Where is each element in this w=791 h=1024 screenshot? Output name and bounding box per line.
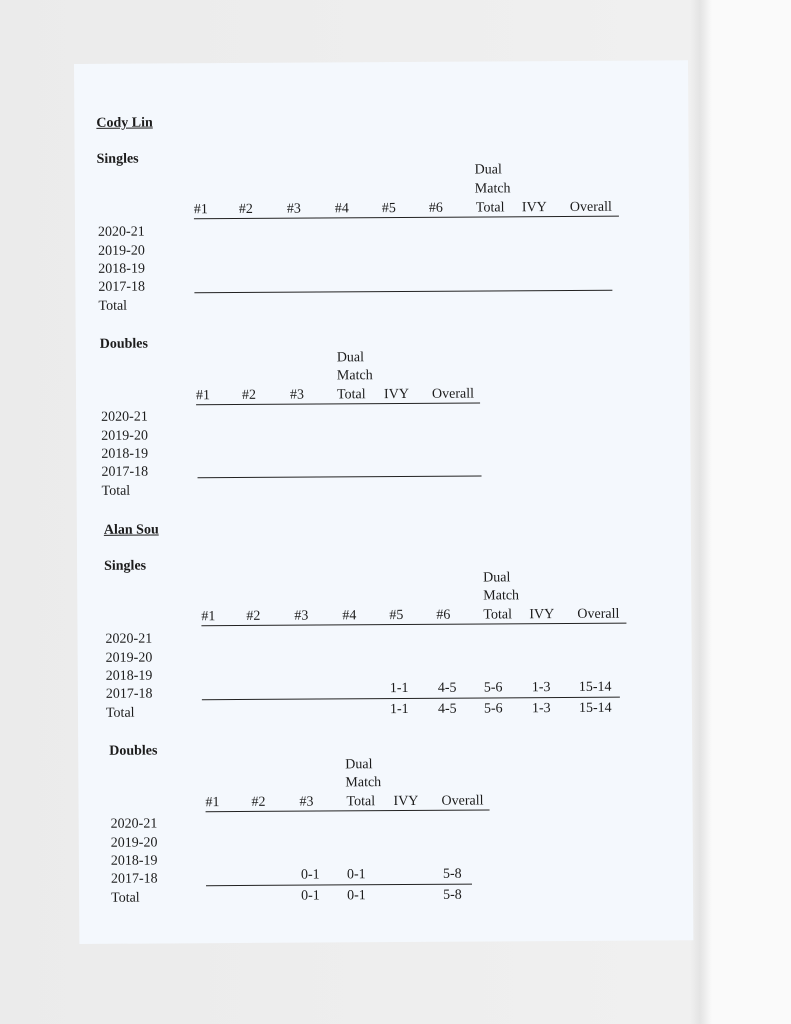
row-label: 2019-20 xyxy=(101,428,148,444)
column-header-row xyxy=(193,199,619,218)
header-dual: Dual xyxy=(474,162,502,178)
row-label: 2018-19 xyxy=(105,668,153,684)
header-match: Match xyxy=(474,181,511,197)
header-underline xyxy=(194,216,619,220)
header-match: Match xyxy=(483,588,520,604)
col-header-ivy: IVY xyxy=(383,386,409,403)
row-label: 2020-21 xyxy=(101,409,148,425)
cell-value: 5-8 xyxy=(443,887,462,903)
col-header-1: #1 xyxy=(201,609,216,625)
cell-value: 4-5 xyxy=(437,701,457,717)
row-label: 2017-18 xyxy=(105,686,153,702)
row-label: 2018-19 xyxy=(98,261,145,277)
cell-value: 5-8 xyxy=(442,866,462,882)
row-label: Total xyxy=(98,298,128,314)
col-header-5: #5 xyxy=(381,201,396,217)
row-label: 2017-18 xyxy=(101,464,149,480)
row-label: Total xyxy=(105,705,135,721)
cell-value: 1-1 xyxy=(389,680,409,697)
cell-value: 1-3 xyxy=(531,701,551,717)
col-header-ivy: IVY xyxy=(393,793,419,810)
col-header-3: #3 xyxy=(299,794,314,810)
cell-value: 0-1 xyxy=(346,867,366,883)
col-header-1: #1 xyxy=(193,202,208,218)
player-name-alan-sou: Alan Sou xyxy=(103,522,159,538)
col-header-ivy: IVY xyxy=(521,200,547,216)
col-header-6: #6 xyxy=(428,200,443,216)
section-title-doubles: Doubles xyxy=(99,336,148,352)
col-header-4: #4 xyxy=(334,201,349,217)
section-title-doubles: Doubles xyxy=(109,743,158,759)
row-label: 2020-21 xyxy=(110,816,158,832)
col-header-5: #5 xyxy=(389,607,404,624)
header-match: Match xyxy=(336,368,373,384)
cell-value: 0-1 xyxy=(300,867,320,883)
col-header-6: #6 xyxy=(436,607,451,623)
section-title-singles: Singles xyxy=(96,151,139,167)
cell-value: 15-14 xyxy=(578,700,612,716)
col-header-total: Total xyxy=(475,200,505,216)
row-label: 2018-19 xyxy=(110,853,158,869)
col-header-3: #3 xyxy=(289,387,305,403)
col-header-1: #1 xyxy=(195,388,211,404)
totals-rule xyxy=(202,697,620,701)
row-label: 2018-19 xyxy=(101,446,149,462)
section-title-singles: Singles xyxy=(104,558,147,574)
col-header-overall: Overall xyxy=(577,606,620,622)
cell-value: 1-3 xyxy=(531,680,551,696)
cell-value: 4-5 xyxy=(437,680,457,696)
header-underline xyxy=(201,623,626,627)
cell-value: 5-6 xyxy=(483,680,503,696)
col-header-2: #2 xyxy=(251,794,266,810)
row-label: 2017-18 xyxy=(98,279,146,295)
column-header-row xyxy=(195,386,480,404)
col-header-total: Total xyxy=(483,607,512,623)
row-label: 2020-21 xyxy=(105,631,153,647)
cell-value: 0-1 xyxy=(347,888,366,904)
col-header-4: #4 xyxy=(342,608,357,624)
cell-value: 0-1 xyxy=(301,888,320,904)
scanned-page xyxy=(74,60,693,944)
col-header-3: #3 xyxy=(286,201,301,217)
cell-value: 5-6 xyxy=(483,701,503,717)
header-dual: Dual xyxy=(336,350,365,366)
row-label: 2019-20 xyxy=(110,835,158,851)
col-header-ivy: IVY xyxy=(529,607,555,623)
row-label: 2020-21 xyxy=(97,224,145,240)
col-header-total: Total xyxy=(336,387,366,403)
row-label: 2017-18 xyxy=(110,871,158,887)
col-header-2: #2 xyxy=(241,387,257,403)
cell-value: 1-1 xyxy=(389,701,409,718)
header-underline xyxy=(196,403,480,406)
column-header-row xyxy=(201,606,626,625)
col-header-1: #1 xyxy=(205,795,220,811)
col-header-overall: Overall xyxy=(441,793,484,809)
col-header-overall: Overall xyxy=(431,386,475,402)
col-header-3: #3 xyxy=(294,608,309,624)
header-underline xyxy=(206,809,490,812)
col-header-overall: Overall xyxy=(569,199,612,215)
header-dual: Dual xyxy=(483,570,511,586)
cell-value: 15-14 xyxy=(578,679,612,695)
totals-rule xyxy=(198,476,482,479)
row-label: Total xyxy=(101,483,131,499)
col-header-2: #2 xyxy=(238,201,253,217)
row-label: 2019-20 xyxy=(105,650,153,666)
totals-rule xyxy=(194,290,612,294)
col-header-total: Total xyxy=(346,794,376,810)
header-match: Match xyxy=(345,775,382,791)
player-name-cody-lin: Cody Lin xyxy=(96,115,153,131)
header-dual: Dual xyxy=(345,757,373,773)
col-header-2: #2 xyxy=(246,608,261,624)
row-label: 2019-20 xyxy=(98,243,145,259)
row-label: Total xyxy=(111,890,140,906)
column-header-row xyxy=(205,793,489,811)
totals-rule xyxy=(206,884,472,887)
